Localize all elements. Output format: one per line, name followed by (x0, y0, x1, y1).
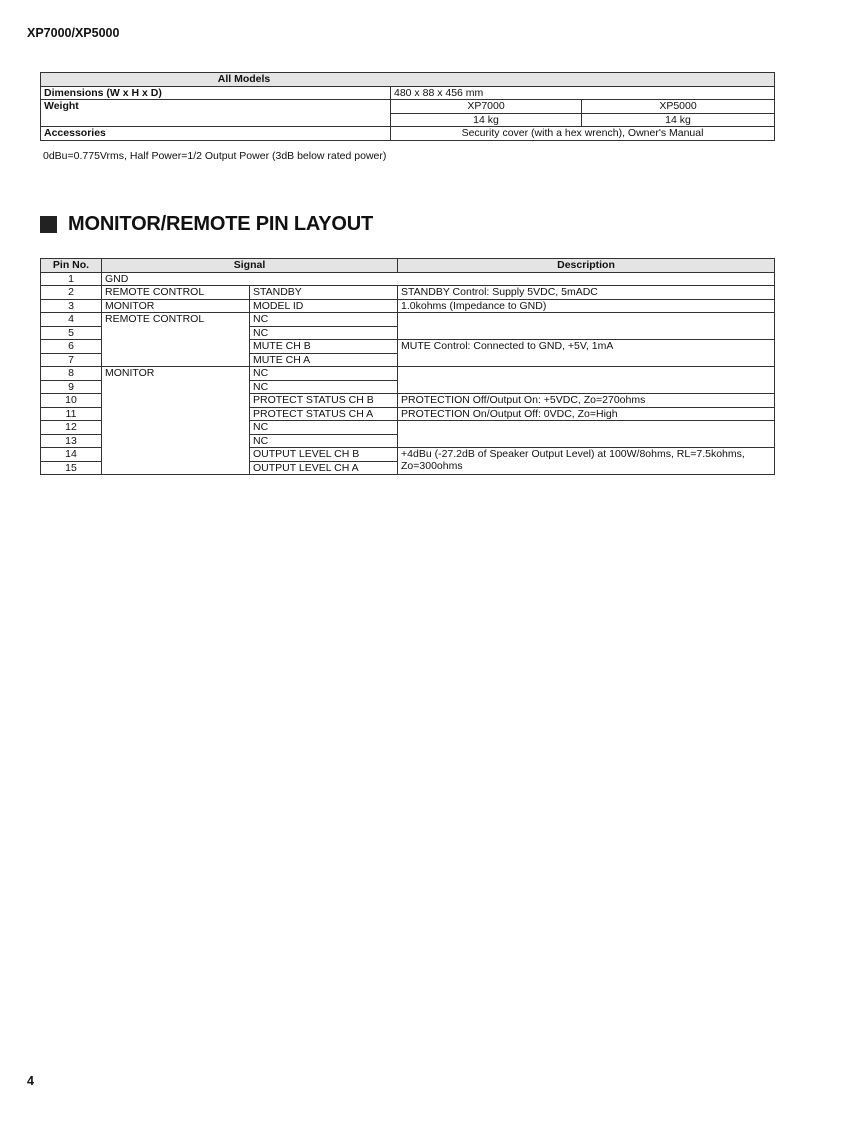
pin-number: 7 (41, 353, 102, 367)
pin-number: 13 (41, 434, 102, 448)
description-cell (398, 448, 775, 475)
signal-name: MODEL ID (250, 299, 398, 313)
signal-group: REMOTE CONTROL (102, 313, 250, 367)
output-level-line-2: Zo=300ohms (401, 460, 463, 472)
signal-name: MUTE CH A (250, 353, 398, 367)
signal-name: STANDBY (250, 286, 398, 300)
signal-group: GND (102, 272, 775, 286)
description-cell (398, 313, 775, 340)
pin-number: 5 (41, 326, 102, 340)
section-heading (40, 211, 373, 237)
pin-number: 8 (41, 367, 102, 381)
dimensions-label: Dimensions (W x H x D) (41, 86, 391, 100)
signal-name: PROTECT STATUS CH A (250, 407, 398, 421)
section-title: MONITOR/REMOTE PIN LAYOUT (68, 212, 374, 235)
spec-header: All Models (41, 73, 775, 87)
signal-name: NC (250, 421, 398, 435)
weight-value-xp7000: 14 kg (391, 113, 582, 127)
weight-model-xp5000: XP5000 (582, 100, 775, 114)
description-cell: PROTECTION On/Output Off: 0VDC, Zo=High (398, 407, 775, 421)
pin-number: 6 (41, 340, 102, 354)
description-cell: PROTECTION Off/Output On: +5VDC, Zo=270ohms (398, 394, 775, 408)
signal-name: NC (250, 313, 398, 327)
signal-name: NC (250, 434, 398, 448)
weight-value-xp5000: 14 kg (582, 113, 775, 127)
description-cell: MUTE Control: Connected to GND, +5V, 1mA (398, 340, 775, 367)
table-row (41, 299, 775, 313)
signal-name: OUTPUT LEVEL CH B (250, 448, 398, 462)
table-row (41, 272, 775, 286)
table-row (41, 259, 775, 273)
table-row (41, 73, 775, 87)
signal-header: Signal (102, 259, 398, 273)
table-row (41, 86, 775, 100)
pin-number: 9 (41, 380, 102, 394)
signal-group: MONITOR (102, 299, 250, 313)
table-row (41, 313, 775, 327)
pin-number: 1 (41, 272, 102, 286)
pin-layout-table (40, 258, 775, 475)
signal-name: OUTPUT LEVEL CH A (250, 461, 398, 475)
description-cell (398, 367, 775, 394)
pin-header: Pin No. (41, 259, 102, 273)
signal-name: NC (250, 326, 398, 340)
signal-name: NC (250, 367, 398, 381)
output-level-line-1: +4dBu (-27.2dB of Speaker Output Level) at 100W/8ohms, RL=7.5kohms, (401, 448, 745, 460)
description-cell: 1.0kohms (Impedance to GND) (398, 299, 775, 313)
document-title: XP7000/XP5000 (27, 26, 120, 40)
pin-number: 15 (41, 461, 102, 475)
description-header: Description (398, 259, 775, 273)
weight-label: Weight (41, 100, 391, 127)
table-row (41, 286, 775, 300)
pin-number: 2 (41, 286, 102, 300)
table-row (41, 127, 775, 141)
pin-number: 3 (41, 299, 102, 313)
specifications-table (40, 72, 775, 141)
signal-group: REMOTE CONTROL (102, 286, 250, 300)
square-bullet-icon (40, 216, 57, 233)
pin-number: 4 (41, 313, 102, 327)
dimensions-value: 480 x 88 x 456 mm (391, 86, 775, 100)
signal-name: NC (250, 380, 398, 394)
pin-number: 10 (41, 394, 102, 408)
accessories-value: Security cover (with a hex wrench), Owner's Manual (391, 127, 775, 141)
description-cell (398, 421, 775, 448)
description-cell: STANDBY Control: Supply 5VDC, 5mADC (398, 286, 775, 300)
accessories-label: Accessories (41, 127, 391, 141)
signal-name: MUTE CH B (250, 340, 398, 354)
signal-name: PROTECT STATUS CH B (250, 394, 398, 408)
table-row (41, 100, 775, 114)
pin-number: 12 (41, 421, 102, 435)
pin-number: 11 (41, 407, 102, 421)
table-row (41, 367, 775, 381)
page-number: 4 (27, 1074, 34, 1088)
power-note: 0dBu=0.775Vrms, Half Power=1/2 Output Power (3dB below rated power) (43, 150, 387, 162)
weight-model-xp7000: XP7000 (391, 100, 582, 114)
pin-number: 14 (41, 448, 102, 462)
signal-group: MONITOR (102, 367, 250, 475)
